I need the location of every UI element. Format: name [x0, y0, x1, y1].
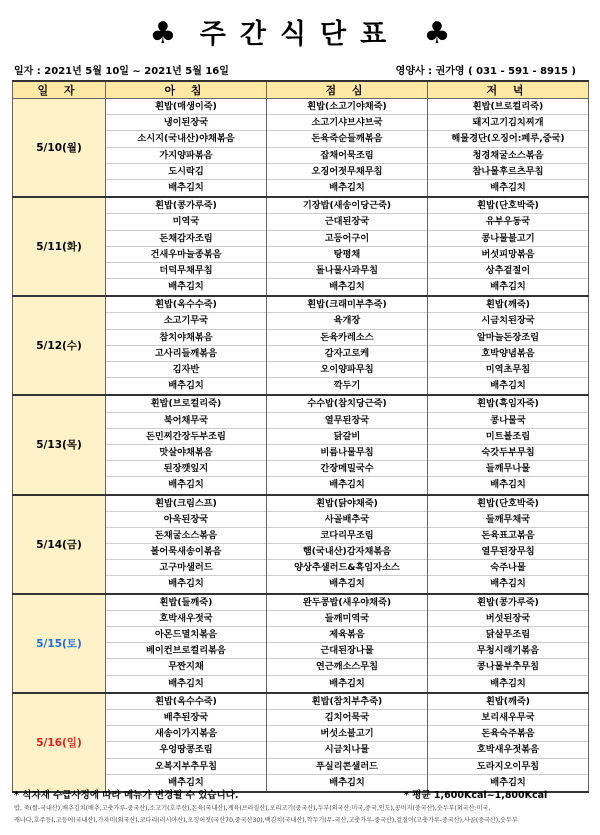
menu-item: 배추김치: [490, 776, 526, 788]
menu-item: 돈육숙주볶음: [428, 726, 588, 742]
origin-line: 밥, 죽(쌀-국내산),배추김치(배추,고춧가루-중국산),소고기(호주산),돈육(국내산),계육(브라질산),오리고기(중국산),두부(외국산:미국,중국,인도),콩비지(중국산),숫두부(외국산:미국,: [14, 805, 491, 812]
menu-item: 잡채어묵조림: [267, 148, 427, 164]
dinner-cell: [428, 99, 589, 198]
table-row: [13, 99, 589, 198]
menu-item: 연근깨소스무침: [267, 659, 427, 675]
table-row: [13, 594, 589, 693]
menu-item: 흰밥(옥수수죽): [106, 297, 266, 313]
menu-item: 햄(국내산)감자채볶음: [267, 544, 427, 560]
dinner-cell: [428, 495, 589, 594]
day-label: 5/11(화): [13, 197, 106, 296]
menu-item: 해물경단(오징어:페루,중국): [428, 131, 588, 147]
menu-item: 배추김치: [329, 776, 365, 788]
menu-item: 오징어젓무채무침: [267, 164, 427, 180]
menu-item: 배추김치: [168, 677, 204, 689]
menu-item: 숙갓두부무침: [428, 445, 588, 461]
menu-item: 닭살무조림: [428, 627, 588, 643]
menu-item: 북어채무국: [106, 413, 266, 429]
menu-item: 된장깻잎지: [106, 461, 266, 477]
menu-item: 배추김치: [490, 181, 526, 193]
table-row: [13, 495, 589, 594]
menu-item: 배추김치: [490, 281, 526, 293]
menu-item: 보리새우무국: [428, 710, 588, 726]
table-header-row: [13, 81, 589, 99]
menu-item: 미역국: [106, 214, 266, 230]
menu-item: 배추김치: [168, 181, 204, 193]
weekly-menu-table: [12, 80, 589, 793]
calorie-note: * 평균 1,600Kcal~1,800Kcal: [404, 790, 548, 801]
day-label: 5/10(월): [13, 99, 106, 198]
menu-item: 흰밥(깨죽): [428, 694, 588, 710]
menu-item: 깍두기: [333, 380, 361, 392]
menu-item: 새송이가지볶음: [106, 726, 266, 742]
menu-item: 콩나물불고기: [428, 231, 588, 247]
menu-item: 참나물후르츠무침: [428, 164, 588, 180]
menu-item: 흰밥(소고기야채죽): [267, 99, 427, 115]
menu-item: 배추김치: [329, 578, 365, 590]
menu-item: 감자고로케: [267, 346, 427, 362]
menu-item: 배추된장국: [106, 710, 266, 726]
menu-item: 흰밥(매생이죽): [106, 99, 266, 115]
menu-item: 상추겉절이: [428, 263, 588, 279]
origin-line: 캐나다,호주등),고등어(국내산),가자미(외국산),코다리(러시아산),오징어젓(국산70,중국산30),백김치(국내산),깍두기(무-국산,고춧가루-중국산),겉절이(고춧가루-중국산),사골(중국산),숫두부: [14, 817, 518, 824]
menu-item: 배추김치: [490, 479, 526, 491]
day-label: 5/16(일): [13, 693, 106, 792]
menu-item: 호박양념볶음: [428, 346, 588, 362]
menu-item: 우엉땅콩조림: [106, 742, 266, 758]
menu-item: 돈채굴소스볶음: [106, 528, 266, 544]
menu-item: 배추김치: [329, 181, 365, 193]
menu-item: 근대된장나물: [267, 643, 427, 659]
menu-item: 김치어묵국: [267, 710, 427, 726]
menu-item: 흰밥(콩가루죽): [428, 595, 588, 611]
menu-item: 유부우동국: [428, 214, 588, 230]
menu-item: 배추김치: [490, 380, 526, 392]
menu-item: 참치야채볶음: [106, 330, 266, 346]
day-label: 5/15(토): [13, 594, 106, 693]
menu-item: 소고기샤브샤브국: [267, 115, 427, 131]
menu-item: 돈민찌간장두부조림: [106, 429, 266, 445]
menu-item: 간장메밀국수: [267, 461, 427, 477]
menu-item: 고구마샐러드: [106, 560, 266, 576]
menu-item: 흰밥(브로컬리죽): [428, 99, 588, 115]
dinner-cell: [428, 296, 589, 395]
ingredient-origin: [14, 803, 590, 827]
menu-item: 돈육죽순들깨볶음: [267, 131, 427, 147]
breakfast-cell: [106, 693, 267, 792]
lunch-cell: [267, 296, 428, 395]
breakfast-cell: [106, 99, 267, 198]
menu-item: 볼어묵새송이볶음: [106, 544, 266, 560]
menu-item: 배추김치: [490, 677, 526, 689]
menu-item: 무짠지채: [106, 659, 266, 675]
menu-item: 소시지(국내산)야채볶음: [106, 131, 266, 147]
menu-item: 시금치된장국: [428, 313, 588, 329]
menu-item: 맛살야채볶음: [106, 445, 266, 461]
menu-item: 더덕무채무침: [106, 263, 266, 279]
menu-footer: [14, 787, 590, 801]
menu-item: 흰밥(참치부추죽): [267, 694, 427, 710]
menu-item: 배추김치: [329, 281, 365, 293]
menu-item: 아몬드멸치볶음: [106, 627, 266, 643]
menu-item: 탕평채: [267, 247, 427, 263]
table-row: [13, 197, 589, 296]
menu-item: 배추김치: [168, 479, 204, 491]
menu-item: 콩나물국: [428, 413, 588, 429]
dietitian-contact: 영양사 : 권가영 ( 031 - 591 - 8915 ): [395, 66, 576, 77]
menu-item: 흰밥(닭야채죽): [267, 496, 427, 512]
menu-item: 오복지부추무침: [106, 759, 266, 775]
menu-item: 기장밥(새송이당근죽): [267, 198, 427, 214]
dinner-cell: [428, 594, 589, 693]
table-row: [13, 693, 589, 792]
menu-item: 들깨미역국: [267, 611, 427, 627]
menu-item: 버섯된장국: [428, 611, 588, 627]
menu-item: 돈채감자조림: [106, 231, 266, 247]
menu-item: 배추김치: [329, 479, 365, 491]
lunch-cell: [267, 495, 428, 594]
menu-item: 흰밥(깨죽): [428, 297, 588, 313]
lunch-cell: [267, 594, 428, 693]
menu-item: 숙주나물: [428, 560, 588, 576]
club-icon: ♣: [423, 16, 451, 51]
menu-item: 오이양파무침: [267, 362, 427, 378]
menu-item: 제육볶음: [267, 627, 427, 643]
table-row: [13, 296, 589, 395]
menu-item: 알마늘돈장조림: [428, 330, 588, 346]
breakfast-cell: [106, 594, 267, 693]
breakfast-cell: [106, 197, 267, 296]
menu-item: 흰밥(크래미부추죽): [267, 297, 427, 313]
menu-item: 청경채굴소스볶음: [428, 148, 588, 164]
menu-item: 돌나물사과무침: [267, 263, 427, 279]
dinner-cell: [428, 197, 589, 296]
menu-item: 김자반: [106, 362, 266, 378]
menu-item: 푸실리콘샐러드: [267, 759, 427, 775]
menu-item: 비름나물무침: [267, 445, 427, 461]
menu-item: 흰밥(콩가루죽): [106, 198, 266, 214]
dinner-cell: [428, 693, 589, 792]
column-header-date: 일 자: [13, 81, 106, 99]
menu-item: 시금치나물: [267, 742, 427, 758]
menu-item: 흰밥(흑임자죽): [428, 396, 588, 412]
menu-item: 흰밥(단호박죽): [428, 496, 588, 512]
menu-item: 흰밥(브로컬리죽): [106, 396, 266, 412]
menu-info: [14, 62, 586, 78]
menu-item: 코다리무조림: [267, 528, 427, 544]
menu-item: 양상추샐러드&흑임자소스: [267, 560, 427, 576]
menu-item: 버섯소불고기: [267, 726, 427, 742]
menu-item: 버섯피망볶음: [428, 247, 588, 263]
menu-item: 냉이된장국: [106, 115, 266, 131]
lunch-cell: [267, 395, 428, 494]
menu-item: 완두콩밥(새우야채죽): [267, 595, 427, 611]
menu-item: 들깨무채국: [428, 512, 588, 528]
lunch-cell: [267, 693, 428, 792]
menu-item: 배추김치: [168, 281, 204, 293]
day-label: 5/12(수): [13, 296, 106, 395]
menu-item: 배추김치: [490, 578, 526, 590]
menu-item: 흰밥(옥수수죽): [106, 694, 266, 710]
menu-item: 배추김치: [168, 380, 204, 392]
menu-item: 미트볼조림: [428, 429, 588, 445]
menu-item: 돈육카레소스: [267, 330, 427, 346]
menu-item: 미역초무침: [428, 362, 588, 378]
menu-item: 들깨무나물: [428, 461, 588, 477]
menu-item: 사골배추국: [267, 512, 427, 528]
menu-item: 무청시래기볶음: [428, 643, 588, 659]
menu-item: 고사리들깨볶음: [106, 346, 266, 362]
menu-item: 돈육표고볶음: [428, 528, 588, 544]
title-text: 주간식단표: [199, 19, 401, 50]
menu-item: 가지양파볶음: [106, 148, 266, 164]
menu-item: 도라지오이무침: [428, 759, 588, 775]
menu-item: 건새우마늘종볶음: [106, 247, 266, 263]
club-icon: ♣: [149, 16, 177, 51]
menu-item: 흰밥(단호박죽): [428, 198, 588, 214]
change-notice: * 식자재 수급사정에 따라 메뉴가 변경될 수 있습니다.: [14, 790, 239, 801]
menu-period: 일자 : 2021년 5월 10일 ~ 2021년 5월 16일: [14, 66, 229, 77]
breakfast-cell: [106, 296, 267, 395]
menu-item: 호박새우젓국: [106, 611, 266, 627]
menu-item: 배추김치: [168, 578, 204, 590]
column-header-lunch: 점 심: [267, 81, 428, 99]
day-label: 5/13(목): [13, 395, 106, 494]
menu-item: 흰밥(들깨죽): [106, 595, 266, 611]
breakfast-cell: [106, 495, 267, 594]
menu-item: 돼지고기김치찌개: [428, 115, 588, 131]
column-header-breakfast: 아 침: [106, 81, 267, 99]
menu-item: 도시락김: [106, 164, 266, 180]
menu-item: 수수밥(참치당근죽): [267, 396, 427, 412]
lunch-cell: [267, 99, 428, 198]
column-header-dinner: 저 녁: [428, 81, 589, 99]
menu-item: 배추김치: [329, 677, 365, 689]
menu-item: 근대된장국: [267, 214, 427, 230]
menu-item: 소고기무국: [106, 313, 266, 329]
menu-item: 베이컨브로컬리볶음: [106, 643, 266, 659]
menu-item: 흰밥(크림스프): [106, 496, 266, 512]
breakfast-cell: [106, 395, 267, 494]
page-title: [0, 12, 600, 52]
menu-item: 고등어구이: [267, 231, 427, 247]
menu-item: 열무된장무침: [428, 544, 588, 560]
menu-item: 콩나물부추무침: [428, 659, 588, 675]
dinner-cell: [428, 395, 589, 494]
day-label: 5/14(금): [13, 495, 106, 594]
lunch-cell: [267, 197, 428, 296]
menu-item: 열무된장국: [267, 413, 427, 429]
menu-item: 배추김치: [168, 776, 204, 788]
menu-item: 아욱된장국: [106, 512, 266, 528]
table-row: [13, 395, 589, 494]
menu-item: 육개장: [267, 313, 427, 329]
menu-item: 호박새우젓볶음: [428, 742, 588, 758]
menu-item: 닭갈비: [267, 429, 427, 445]
